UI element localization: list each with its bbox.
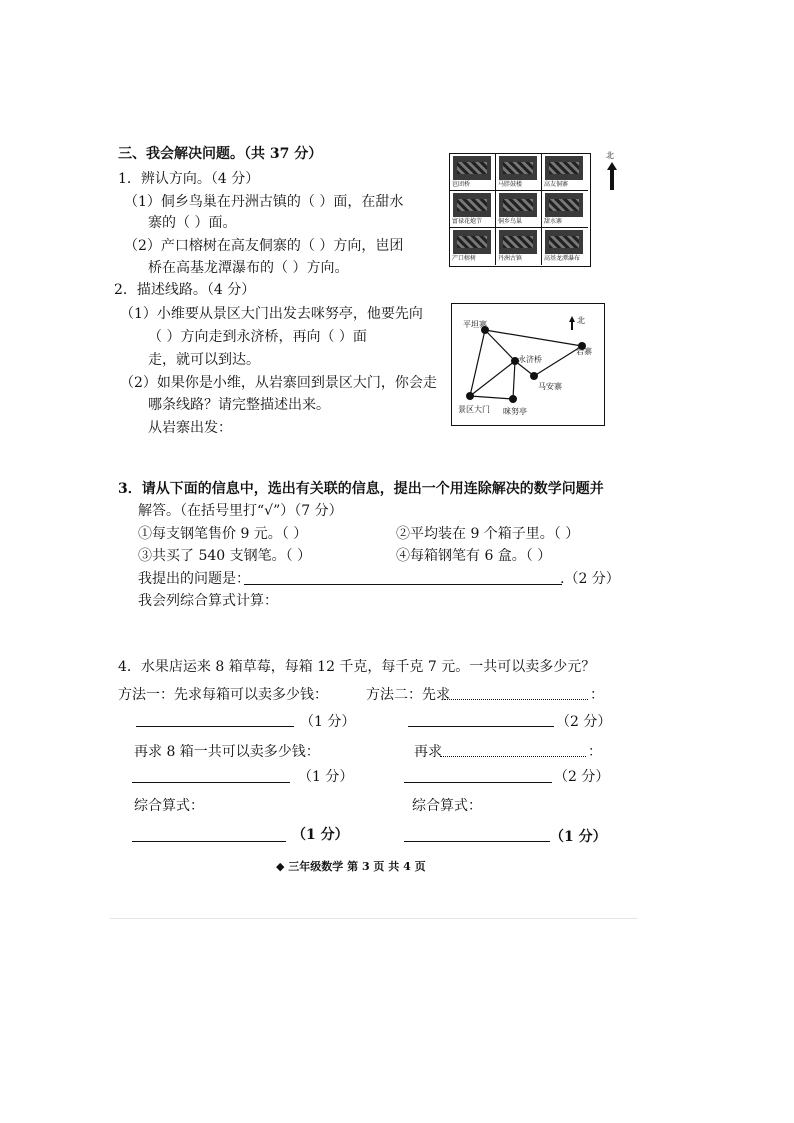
- grid-caption: 富禄花炮节: [452, 218, 483, 225]
- q3-info-3: ③共买了 540 支钢笔。（ ）: [138, 548, 312, 564]
- q3-question-label: 我提出的问题是：: [138, 571, 250, 587]
- q4-method2-step1-score: （2 分）: [556, 714, 612, 730]
- q4-method1-step2-answer-line[interactable]: [132, 782, 290, 783]
- grid-caption: 岜团桥: [452, 181, 471, 188]
- q4-method2-step2-answer-line[interactable]: [404, 782, 552, 783]
- photo-thumbnail: [545, 193, 583, 217]
- q4-method2-step1-colon: ：: [590, 687, 604, 703]
- scenic-photo-grid: [449, 153, 591, 267]
- q4-method2-combined-score: （1 分）: [550, 829, 607, 845]
- photo-thumbnail: [499, 193, 537, 217]
- map-label-north: 北: [577, 316, 585, 325]
- grid-caption: 侗乡鸟巢: [498, 218, 523, 225]
- q4-method1-step1-label: 方法一：先求每箱可以卖多少钱：: [118, 687, 328, 703]
- q3-info-1: ①每支钢笔售价 9 元。（ ）: [138, 526, 308, 542]
- north-label: 北: [606, 151, 614, 160]
- grid-cell: [496, 191, 542, 228]
- grid-cell: [542, 228, 588, 265]
- q4-method2-step1-answer-line[interactable]: [408, 726, 554, 727]
- map-label-yongji: 永济桥: [518, 355, 542, 364]
- q1-part2-line2: 桥在高基龙潭瀑布的（ ）方向。: [148, 260, 349, 276]
- grid-cell: [542, 154, 588, 191]
- q3-question-answer-line[interactable]: [244, 584, 562, 585]
- north-arrow-icon: [604, 151, 620, 191]
- q4-method1-step1-score: （1 分）: [300, 714, 356, 730]
- q3-question-score: .（2 分）: [560, 571, 620, 587]
- q4-method2-combined-label: 综合算式：: [412, 798, 482, 814]
- up-arrow-icon: [604, 162, 620, 192]
- map-label-pingtan: 平坦寨: [463, 320, 487, 329]
- q4-method2-step2-label: 再求: [414, 744, 442, 760]
- node-gate: [466, 392, 474, 400]
- grid-caption: 甜水寨: [544, 218, 563, 225]
- q4-method1-step1-answer-line[interactable]: [136, 726, 294, 727]
- q1-heading: 1．辨认方向。（4 分）: [118, 171, 260, 187]
- q3-formula-label: 我会列综合算式计算：: [138, 593, 278, 609]
- q4-method2-step1-blank[interactable]: [444, 699, 588, 700]
- photo-thumbnail: [453, 230, 491, 254]
- q3-heading-line1: 3．请从下面的信息中，选出有关联的信息，提出一个用连除解决的数学问题并: [118, 481, 604, 497]
- photo-thumbnail: [499, 156, 537, 180]
- q2-answer-start: 从岩寨出发：: [148, 420, 232, 436]
- q3-info-2: ②平均装在 9 个箱子里。（ ）: [396, 526, 580, 542]
- grid-cell: [450, 191, 496, 228]
- route-map: [451, 303, 605, 426]
- q4-method1-combined-label: 综合算式：: [134, 798, 204, 814]
- q2-part2-line1: （2）如果你是小维，从岩寨回到景区大门，你会走: [120, 375, 437, 391]
- grid-caption: 高友侗寨: [544, 181, 569, 188]
- grid-caption: 产口榕树: [452, 255, 477, 262]
- grid-cell: [450, 228, 496, 265]
- page-bottom-edge: [110, 918, 638, 919]
- q1-part1-line1: （1）侗乡鸟巢在丹洲古镇的（ ）面，在甜水: [124, 194, 404, 210]
- section-title: 三、我会解决问题。（共 37 分）: [118, 146, 323, 162]
- q3-heading-line2: 解答。（在括号里打“√”）（7 分）: [138, 503, 343, 519]
- map-label-maan: 马安寨: [538, 382, 562, 391]
- photo-thumbnail: [545, 230, 583, 254]
- q2-part1-line1: （1）小维要从景区大门出发去咪努亭，他要先向: [120, 306, 423, 322]
- q4-method2-step1-label: 方法二：先求: [366, 687, 450, 703]
- photo-thumbnail: [453, 193, 491, 217]
- q2-part1-line3: 走，就可以到达。: [148, 352, 260, 368]
- q4-method1-step2-score: （1 分）: [298, 769, 354, 785]
- grid-cell: [542, 191, 588, 228]
- q4-method2-combined-answer-line[interactable]: [404, 841, 550, 842]
- map-label-gate: 景区大门: [458, 405, 490, 414]
- grid-caption: 马胖鼓楼: [498, 181, 523, 188]
- q4-method2-step2-score: （2 分）: [554, 769, 610, 785]
- q2-part1-line2: （ ）方向走到永济桥，再向（ ）面: [148, 329, 367, 345]
- q4-method1-step2-label: 再求 8 箱一共可以卖多少钱：: [134, 744, 320, 760]
- q2-heading: 2．描述线路。（4 分）: [114, 282, 256, 298]
- q4-method2-step2-blank[interactable]: [440, 756, 586, 757]
- page-footer: ◆ 三年级数学 第 3 页 共 4 页: [276, 860, 426, 873]
- grid-caption: 高基龙潭瀑布: [544, 255, 581, 262]
- grid-cell: [496, 154, 542, 191]
- q4-heading: 4．水果店运来 8 箱草莓，每箱 12 千克，每千克 7 元。一共可以卖多少元？: [118, 659, 596, 675]
- grid-caption: 丹洲古镇: [498, 255, 523, 262]
- photo-thumbnail: [499, 230, 537, 254]
- q1-part2-line1: （2）产口榕树在高友侗寨的（ ）方向，岜团: [124, 238, 404, 254]
- q2-part2-line2: 哪条线路？请完整描述出来。: [148, 397, 330, 413]
- photo-thumbnail: [545, 156, 583, 180]
- node-maan: [530, 372, 538, 380]
- q1-part1-line2: 寨的（ ）面。: [148, 215, 237, 231]
- photo-thumbnail: [453, 156, 491, 180]
- grid-cell: [496, 228, 542, 265]
- node-minu: [509, 395, 517, 403]
- q4-method2-step2-colon: ：: [588, 744, 602, 760]
- map-label-minu: 咪努亭: [503, 407, 527, 416]
- q4-method1-combined-score: （1 分）: [292, 827, 349, 843]
- q4-method1-combined-answer-line[interactable]: [132, 841, 286, 842]
- grid-cell: [450, 154, 496, 191]
- map-label-yanzhai: 岩寨: [576, 347, 592, 356]
- q3-info-4: ④每箱钢笔有 6 盒。（ ）: [396, 548, 552, 564]
